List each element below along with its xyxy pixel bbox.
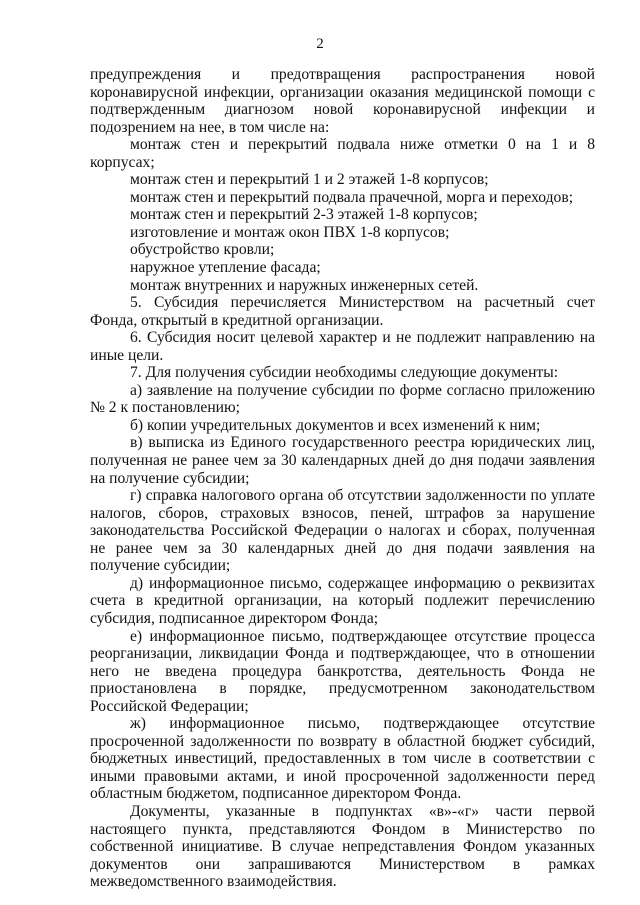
subclause-g: г) справка налогового органа об отсутствии задолженности по уплате налогов, сборов, страховых взносов, пеней, штрафов за нарушение законодательства Российской Федерации о налогах и сборах, полученная не ранее чем за 30 календарных дней до дня подачи заявления на получение субсидии;	[90, 487, 595, 575]
page-number: 2	[316, 36, 324, 52]
list-item-work: монтаж стен и перекрытий подвала ниже отметки 0 на 1 и 8 корпусах;	[90, 136, 595, 171]
document-body	[90, 66, 595, 891]
clause-7: 7. Для получения субсидии необходимы следующие документы:	[130, 364, 559, 382]
subclause-b: б) копии учредительных документов и всех изменений к ним;	[130, 416, 541, 434]
subclause-d: д) информационное письмо, содержащее информацию о реквизитах счета в кредитной организации, на который подлежит перечислению субсидия, подписанное директором Фонда;	[90, 574, 595, 627]
list-item-work: монтаж внутренних и наружных инженерных сетей.	[130, 276, 479, 294]
list-item-work: обустройство кровли;	[130, 241, 275, 259]
list-item-work: монтаж стен и перекрытий подвала прачечной, морга и переходов;	[130, 188, 574, 206]
list-item-work: монтаж стен и перекрытий 1 и 2 этажей 1-8 корпусов;	[130, 171, 489, 189]
subclause-e: е) информационное письмо, подтверждающее отсутствие процесса реорганизации, ликвидации Фонда и подтверждающее, что в отношении него не введена процедура банкротства, деятельность Фонда не приостановлена в порядке, предусмотренном законодательством Российской Федерации;	[90, 627, 595, 715]
subclause-zh: ж) информационное письмо, подтверждающее отсутствие просроченной задолженности по возврату в областной бюджет субсидий, бюджетных инвестиций, предоставленных в том числе в соответствии с иными правовыми актами, и иной просроченной задолженности перед областным бюджетом, подписанное директором Фонда.	[90, 715, 595, 803]
list-item-work: монтаж стен и перекрытий 2-3 этажей 1-8 корпусов;	[130, 206, 478, 224]
list-item-work: наружное утепление фасада;	[130, 259, 321, 277]
closing-paragraph: Документы, указанные в подпунктах «в»-«г» части первой настоящего пункта, представляются Фондом в Министерство по собственной инициативе. В случае непредставления Фондом указанных документов они запрашиваются Министерством в рамках межведомственного взаимодействия.	[90, 802, 595, 891]
paragraph-intro-continuation: предупреждения и предотвращения распространения новой коронавирусной инфекции, организации оказания медицинской помощи с подтвержденным диагнозом новой коронавирусной инфекции и подозрением на нее, в том числе на:	[90, 66, 595, 136]
list-item-work: изготовление и монтаж окон ПВХ 1-8 корпусов;	[130, 223, 450, 241]
clause-5: 5. Субсидия перечисляется Министерством на расчетный счет Фонда, открытый в кредитной организации.	[90, 294, 595, 329]
subclause-a: а) заявление на получение субсидии по форме согласно приложению № 2 к постановлению;	[90, 381, 595, 417]
clause-6: 6. Субсидия носит целевой характер и не подлежит направлению на иные цели.	[90, 329, 595, 364]
subclause-v: в) выписка из Единого государственного реестра юридических лиц, полученная не ранее чем за 30 календарных дней до дня подачи заявления на получение субсидии;	[90, 434, 595, 487]
